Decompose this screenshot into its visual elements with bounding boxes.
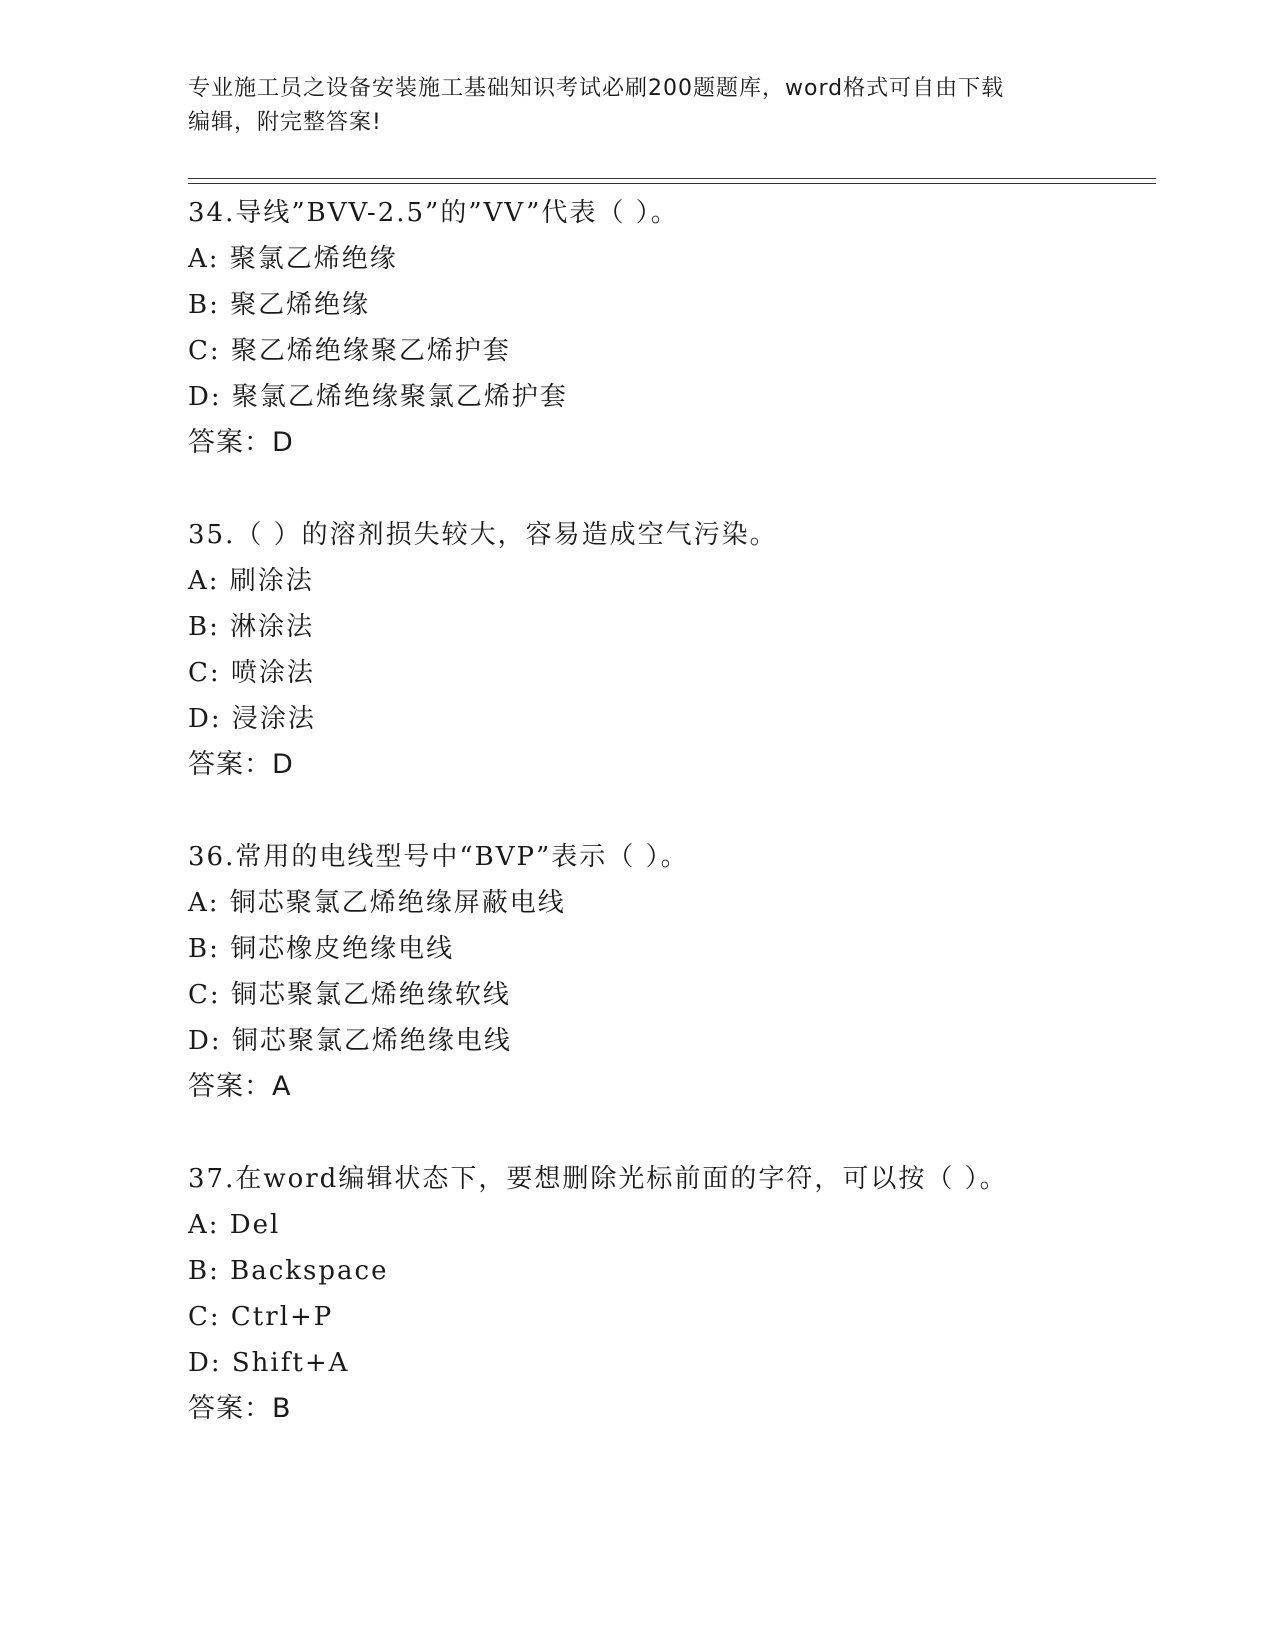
- answer-text: 答案：D: [188, 749, 294, 780]
- option-d: D: 铜芯聚氯乙烯绝缘电线: [188, 1026, 512, 1056]
- option-b: B: Backspace: [188, 1256, 389, 1286]
- question-36: [188, 834, 1156, 1110]
- option-c: C: 喷涂法: [188, 658, 315, 688]
- option-a: A: Del: [188, 1210, 281, 1240]
- option-b: B: 淋涂法: [188, 612, 315, 642]
- answer-text: 答案：B: [188, 1393, 292, 1424]
- option-c: C: 铜芯聚氯乙烯绝缘软线: [188, 980, 511, 1010]
- header-line-1: 专业施工员之设备安装施工基础知识考试必刷200题题库，word格式可自由下载: [188, 76, 1005, 101]
- option-b: B: 铜芯橡皮绝缘电线: [188, 934, 455, 964]
- option-c: C: Ctrl+P: [188, 1302, 334, 1332]
- document-header: [188, 72, 1088, 140]
- option-a: A: 刷涂法: [188, 566, 314, 596]
- header-line-2: 编辑，附完整答案!: [188, 110, 382, 135]
- question-stem: 37.在word编辑状态下，要想删除光标前面的字符，可以按（ ）。: [188, 1164, 1008, 1194]
- question-stem: 36.常用的电线型号中“BVP”表示（ ）。: [188, 842, 689, 872]
- question-35: [188, 512, 1156, 788]
- option-a: A: 聚氯乙烯绝缘: [188, 244, 398, 274]
- option-d: D: 聚氯乙烯绝缘聚氯乙烯护套: [188, 382, 568, 412]
- header-divider-bottom: [188, 183, 1156, 184]
- answer-text: 答案：A: [188, 1071, 292, 1102]
- question-stem: 35.（ ）的溶剂损失较大，容易造成空气污染。: [188, 520, 778, 550]
- option-b: B: 聚乙烯绝缘: [188, 290, 371, 320]
- question-34: [188, 190, 1156, 466]
- option-a: A: 铜芯聚氯乙烯绝缘屏蔽电线: [188, 888, 566, 918]
- option-c: C: 聚乙烯绝缘聚乙烯护套: [188, 336, 511, 366]
- option-d: D: 浸涂法: [188, 704, 316, 734]
- question-stem: 34.导线”BVV-2.5”的”VV”代表（ ）。: [188, 198, 679, 228]
- option-d: D: Shift+A: [188, 1348, 350, 1378]
- answer-text: 答案：D: [188, 427, 294, 458]
- question-37: [188, 1156, 1156, 1432]
- header-divider-top: [188, 178, 1156, 179]
- question-list: [188, 190, 1156, 1478]
